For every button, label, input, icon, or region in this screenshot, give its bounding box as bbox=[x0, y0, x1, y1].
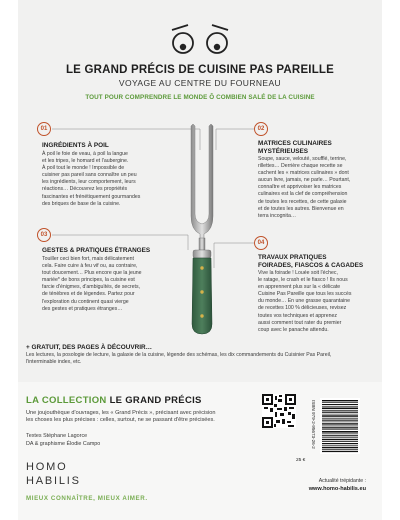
book-subtitle: VOYAGE AU CENTRE DU FOURNEAU bbox=[118, 78, 282, 88]
barcode-icon bbox=[320, 398, 360, 454]
section-number-01: 01 bbox=[37, 122, 51, 136]
section-title-02: MATRICES CULINAIRES MYSTÉRIEUSES bbox=[258, 140, 332, 155]
collection-title: LA COLLECTION LE GRAND PRÉCIS bbox=[26, 395, 202, 406]
section-text-03: Touiller ceci bien fort, mais délicatement cela. Faire cuire à feu vif ou, au contraire, tout doucement… Plus encore que la jeune mariée* de bons principes, la cuisine est farcie d'énigmes, d'ambiguïtés, de secrets, de ténèbres et de légendes. Partez pour l'exploration du continent quasi vierge des gestes et pratiques étranges… bbox=[42, 256, 142, 312]
section-number-04: 04 bbox=[254, 236, 268, 250]
section-number-03: 03 bbox=[37, 228, 51, 242]
bonus-title: + GRATUIT, DES PAGES À DÉCOUVRIR… bbox=[26, 344, 152, 351]
section-text-04: Vive la foirade ! Louée soit l'échec, le ratage, le crash et le fiasco ! Ils nous en apprennent plus sur la « délicate Cuisine Pas Pareille que tous les succès du monde… En une grasse quarantaine de recettes 100 % délicieuses, revisez toutes vos techniques et apprenez aussi comment tout rater du premier coup avec le panache attendu. bbox=[258, 270, 352, 333]
section-text-02: Soupe, sauce, velouté, soufflé, terrine, rillettes… Derrière chaque recette se cachent les « matrices culinaires » dont aucun livre, jamais, ne parle… Pourtant, connaître et apprivoiser les matrices culinaires est la clef de compréhension de toutes les recettes, de cette galaxie et de toutes les autres. Bienvenue en terra incognita… bbox=[258, 156, 351, 219]
footer-note: Actualité trépidante : bbox=[318, 478, 366, 484]
price-label: 25 € bbox=[296, 458, 306, 463]
section-title-03: GESTES & PRATIQUES ÉTRANGES bbox=[42, 247, 151, 254]
book-title: LE GRAND PRÉCIS DE CUISINE PAS PAREILLE bbox=[65, 64, 335, 76]
qr-code-icon bbox=[262, 394, 296, 428]
section-number-02: 02 bbox=[254, 122, 268, 136]
section-text-01: À poil le foie de veau, à poil la langue et les tripes, le homard et l'aubergine. À poil tout le monde ! Impossible de cuisiner pas pareil sans connaître un peu les ingrédients, leur comportement, leurs réactions… Découvrez les propriétés fascinantes et frénétiquement gourmandes des briques de base de la cuisine. bbox=[42, 151, 141, 207]
section-title-01: INGRÉDIENTS À POIL bbox=[42, 142, 109, 149]
publisher-website-link[interactable]: www.homo-habilis.eu bbox=[308, 486, 366, 492]
publisher-logo: HOMO HABILIS bbox=[26, 461, 81, 487]
section-title-04: TRAVAUX PRATIQUES FOIRADES, FIASCOS & CAGADES bbox=[258, 254, 364, 269]
book-tagline: TOUT POUR COMPRENDRE LE MONDE Ô COMBIEN SALÉ DE LA CUISINE bbox=[85, 94, 315, 101]
credits: Textes Stéphane Lagorce DA & graphisme Élodie Campo bbox=[26, 433, 101, 448]
publisher-motto: MIEUX CONNAÎTRE, MIEUX AIMER. bbox=[26, 495, 148, 502]
isbn-label: ISBN 979-2-95673-26-2 bbox=[311, 400, 316, 449]
collection-text: Une joujouthèque d'ouvrages, les « Grand Précis », précisant avec précision les choses les plus précises : celles, surtout, ne se passant d'être précisées. bbox=[26, 410, 216, 423]
bonus-text: Les lectures, la posologie de lecture, la galaxie de la cuisine, légende des schémas, les dix commandements du Cuisinier Pas Pareil, l'interminable index, etc. bbox=[26, 352, 332, 366]
carving-fork-icon bbox=[176, 118, 228, 340]
